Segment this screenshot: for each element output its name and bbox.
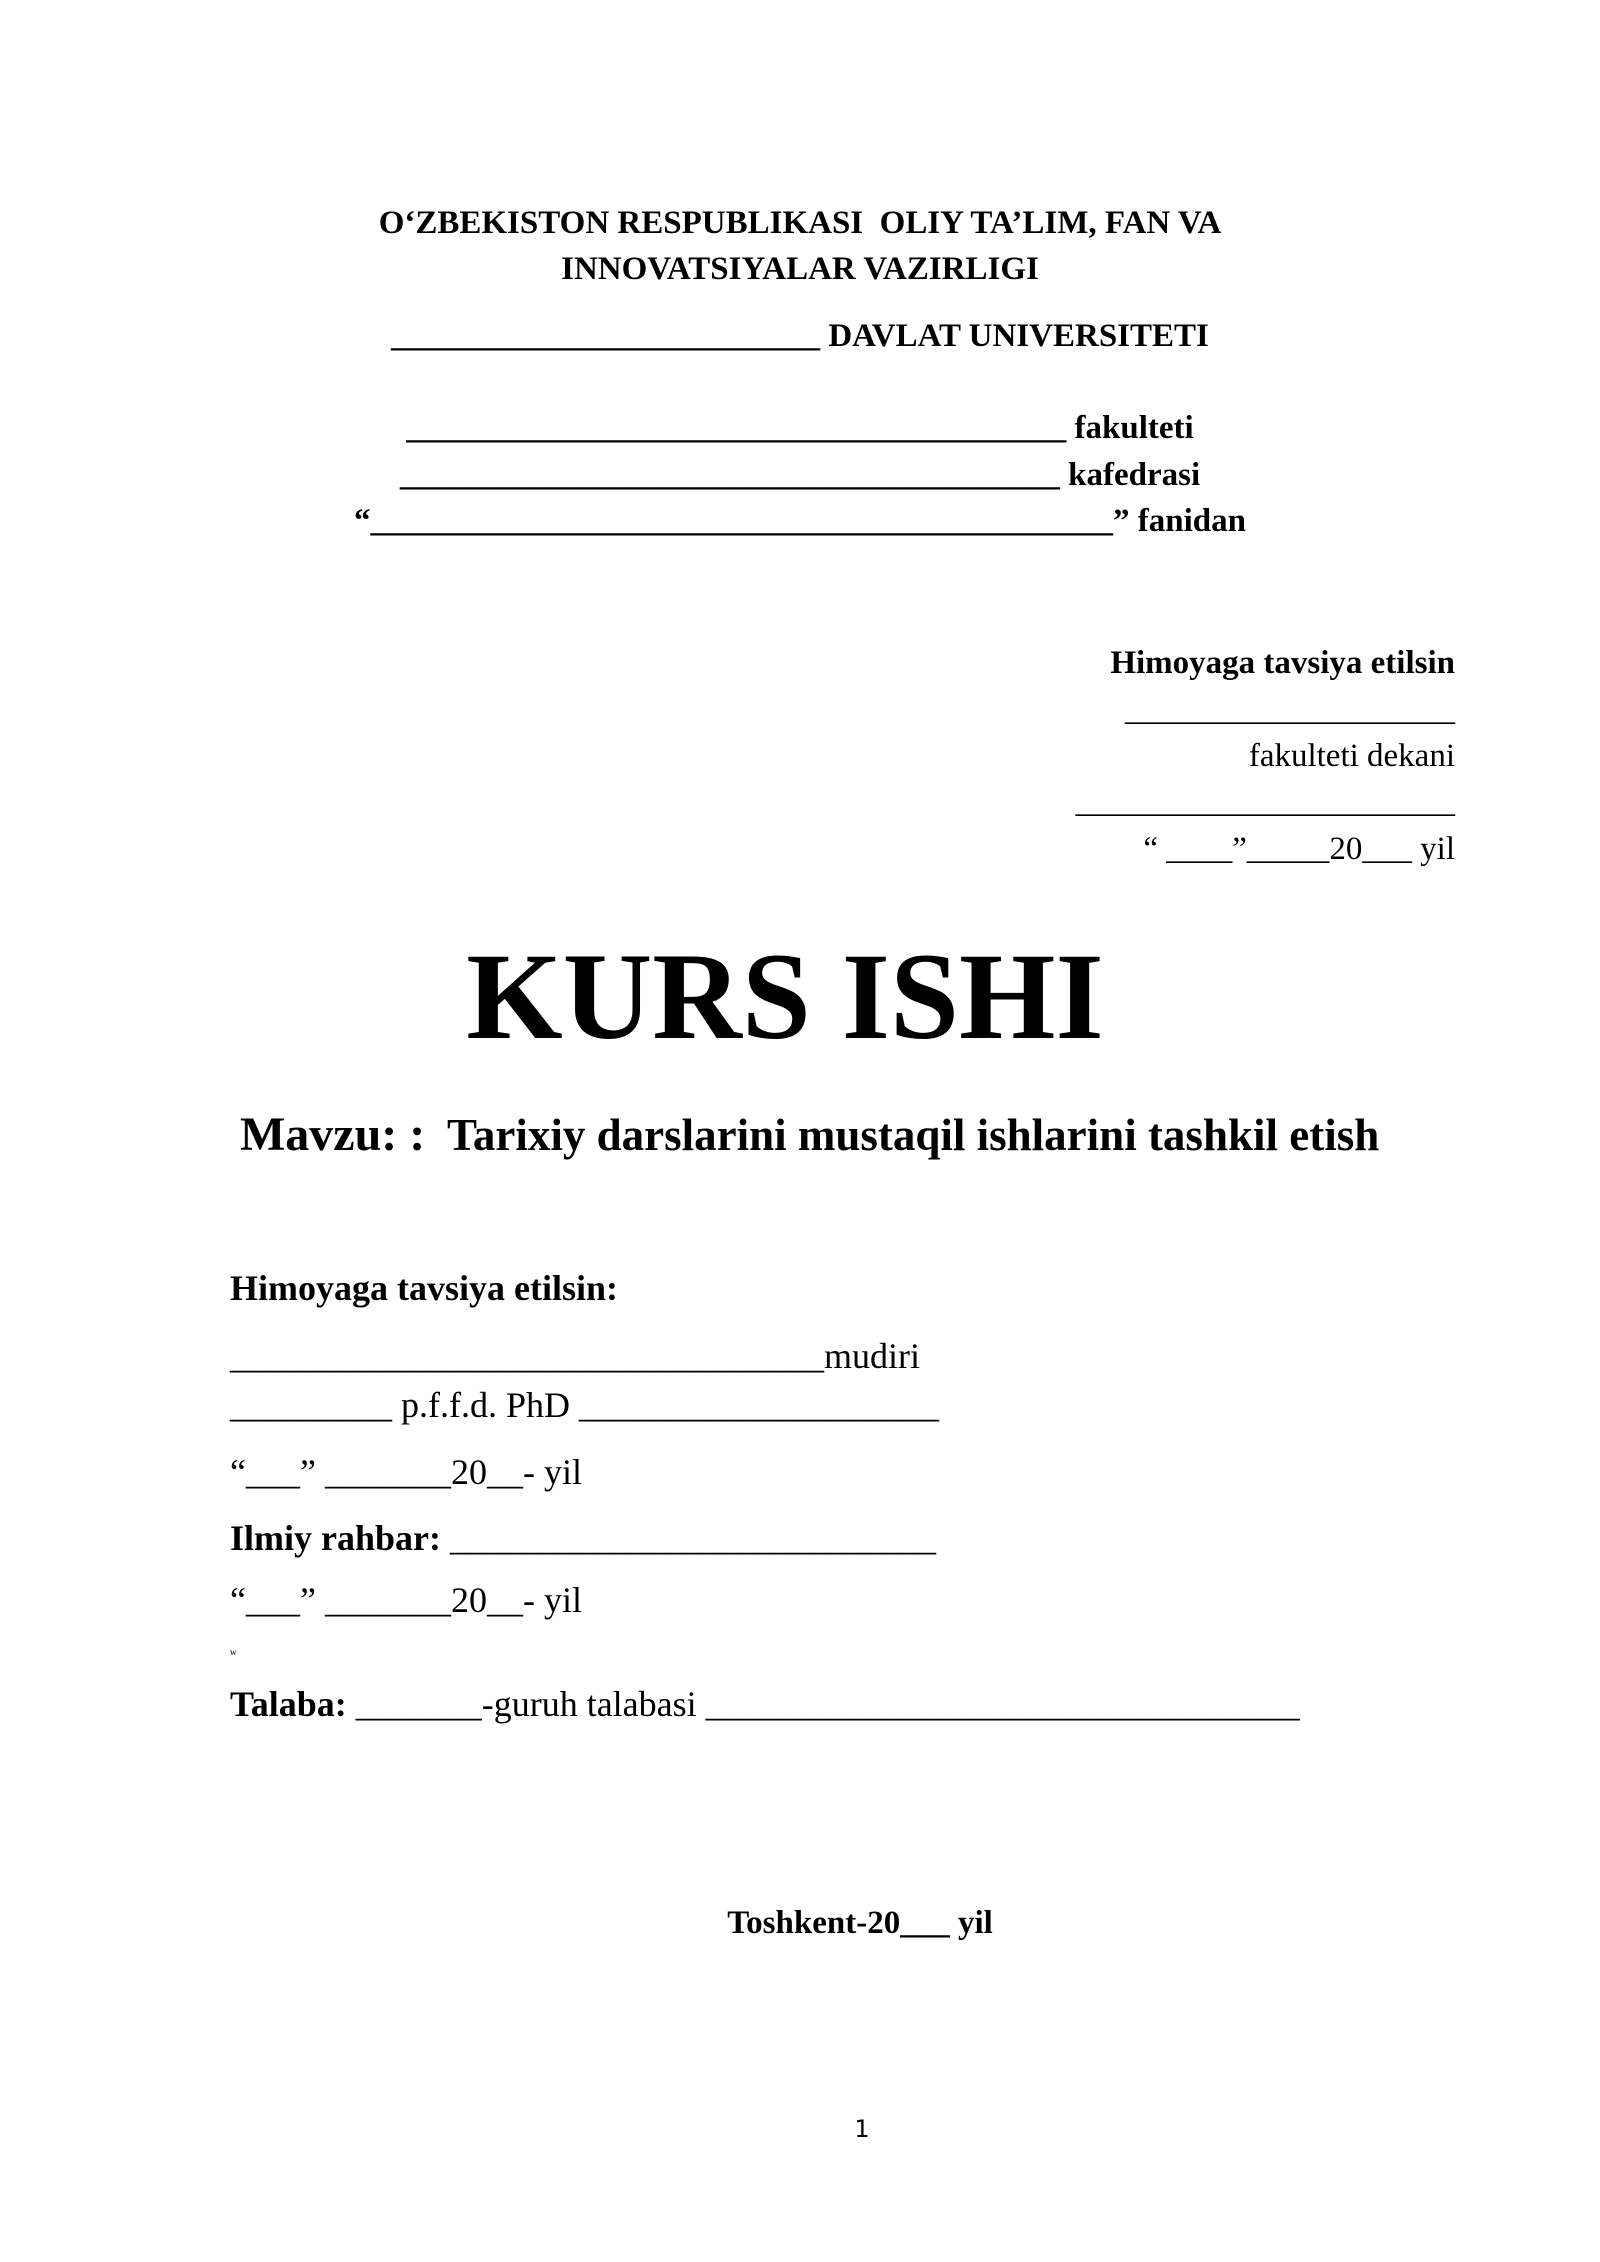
dean-blank-line-2: _______________________	[1075, 784, 1455, 820]
dean-role: fakulteti dekani	[1248, 738, 1455, 774]
student-label: Talaba:	[230, 1684, 347, 1724]
approval-date-2: “___” _______20__- yil	[230, 1580, 582, 1620]
topic-line	[240, 1108, 1380, 1161]
supervisor-blank: ___________________________	[441, 1518, 936, 1558]
dean-approval-heading: Himoyaga tavsiya etilsin	[1110, 645, 1455, 681]
topic-text: Tarixiy darslarini mustaqil ishlarini tashkil etish	[425, 1110, 1380, 1160]
dean-approval-date: “ ____”_____20___ yil	[1143, 831, 1455, 867]
dean-blank-line-1: ____________________	[1125, 692, 1455, 728]
supervisor-label: Ilmiy rahbar:	[230, 1518, 441, 1558]
page-number: 1	[854, 2115, 870, 2143]
approval-heading: Himoyaga tavsiya etilsin:	[230, 1268, 618, 1308]
city-year: Toshkent-20___ yil	[727, 1905, 993, 1941]
student-line	[230, 1686, 1300, 1722]
university-line: __________________________ DAVLAT UNIVERSITETI	[391, 318, 1209, 354]
approval-date-1: “___” _______20__- yil	[230, 1452, 582, 1492]
topic-label: Mavzu: :	[240, 1108, 426, 1161]
document-title: KURS ISHI	[466, 928, 1104, 1065]
subject-line: “_____________________________________________” fanidan	[354, 503, 1246, 539]
student-group-blank: _______-guruh talabasi _________________________________	[346, 1684, 1300, 1724]
faculty-line: ________________________________________ fakulteti	[406, 410, 1194, 446]
tiny-mark: w	[230, 1647, 237, 1657]
ministry-line-2: INNOVATSIYALAR VAZIRLIGI	[561, 251, 1039, 287]
degree-line: _________ p.f.f.d. PhD ____________________	[230, 1385, 939, 1425]
department-line: ________________________________________ kafedrasi	[399, 457, 1201, 493]
ministry-line-1: O‘ZBEKISTON RESPUBLIKASI OLIY TA’LIM, FAN VA	[378, 205, 1222, 241]
supervisor-line	[230, 1520, 936, 1556]
department-head-line: _________________________________mudiri	[230, 1336, 920, 1376]
